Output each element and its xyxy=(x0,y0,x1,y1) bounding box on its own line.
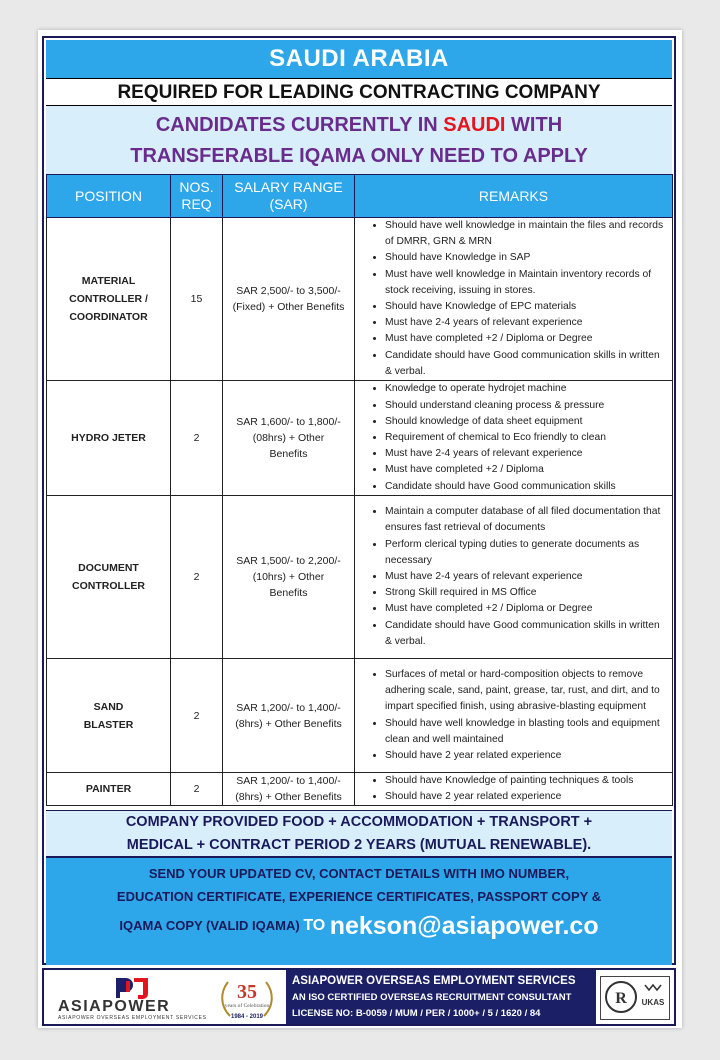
remarks-cell xyxy=(355,218,673,381)
table-row xyxy=(47,218,673,381)
benefits-line: COMPANY PROVIDED FOOD + ACCOMMODATION + TRANSPORT + xyxy=(125,814,593,830)
apply-instructions xyxy=(46,856,672,965)
position-cell: MATERIAL CONTROLLER / COORDINATOR xyxy=(47,218,171,381)
benefits-line: MEDICAL + CONTRACT PERIOD 2 YEARS (MUTUAL RENEWABLE). xyxy=(126,837,592,853)
logo-subtitle: ASIAPOWER OVERSEAS EMPLOYMENT SERVICES xyxy=(58,1015,207,1021)
notice-text: CANDIDATES CURRENTLY IN xyxy=(155,114,444,136)
years-range: 1984 - 2019 xyxy=(230,1014,264,1020)
laurel-icon xyxy=(216,974,278,1022)
list-item: • Must have 2-4 years of relevant experience xyxy=(385,569,668,585)
remarks-cell xyxy=(355,381,673,496)
agency-footer xyxy=(42,968,676,1026)
list-item: • Must have 2-4 years of relevant experience xyxy=(385,446,668,462)
apply-line: SEND YOUR UPDATED CV, CONTACT DETAILS WITH IMO NUMBER, xyxy=(148,866,570,881)
apply-line: IQAMA COPY (VALID IQAMA) xyxy=(119,918,304,933)
list-item: • Candidate should have Good communication skills in written & verbal. xyxy=(385,348,668,380)
logo-mark-icon xyxy=(112,974,154,1000)
position-cell: SAND BLASTER xyxy=(47,659,171,773)
asiapower-logo xyxy=(52,974,212,1022)
col-remarks-header: REMARKS xyxy=(355,175,673,218)
list-item: • Candidate should have Good communication skills in written & verbal. xyxy=(385,618,668,650)
col-salary-header: SALARY RANGE (SAR) xyxy=(223,175,355,218)
license-number: LICENSE NO: B-0059 / MUM / PER / 1000+ / 5 / 1620 / 84 xyxy=(292,1008,541,1019)
years-number: 35 xyxy=(237,981,257,1003)
nos-cell: 2 xyxy=(171,381,223,496)
list-item: • Should have well knowledge in blasting tools and equipment clean and well maintained xyxy=(385,716,668,748)
agency-name: ASIAPOWER OVERSEAS EMPLOYMENT SERVICES xyxy=(292,975,576,987)
requirement-subtitle: REQUIRED FOR LEADING CONTRACTING COMPANY xyxy=(46,78,672,106)
agency-tagline: AN ISO CERTIFIED OVERSEAS RECRUITMENT CONSULTANT xyxy=(292,992,572,1003)
list-item: • Should knowledge of data sheet equipment xyxy=(385,414,668,430)
cert-mark: R xyxy=(615,990,627,1007)
position-cell: PAINTER xyxy=(47,773,171,806)
notice-highlight: SAUDI xyxy=(443,114,506,136)
years-text: years of Celebration xyxy=(224,1003,270,1009)
list-item: • Must have 2-4 years of relevant experience xyxy=(385,315,668,331)
anniversary-badge xyxy=(216,974,278,1022)
salary-cell: SAR 1,500/- to 2,200/- (10hrs) + Other Benefits xyxy=(223,496,355,659)
nos-cell: 2 xyxy=(171,659,223,773)
salary-cell: SAR 1,600/- to 1,800/- (08hrs) + Other Benefits xyxy=(223,381,355,496)
iso-certification xyxy=(600,976,670,1020)
salary-cell: SAR 1,200/- to 1,400/- (8hrs) + Other Benefits xyxy=(223,773,355,806)
nos-cell: 15 xyxy=(171,218,223,381)
position-cell: HYDRO JETER xyxy=(47,381,171,496)
table-header-row xyxy=(47,175,673,218)
list-item: • Strong Skill required in MS Office xyxy=(385,585,668,601)
remarks-cell xyxy=(355,659,673,773)
apply-line: EDUCATION CERTIFICATE, EXPERIENCE CERTIFICATES, PASSPORT COPY & xyxy=(116,889,602,904)
salary-cell: SAR 1,200/- to 1,400/- (8hrs) + Other Benefits xyxy=(223,659,355,773)
list-item: • Should have 2 year related experience xyxy=(385,789,668,805)
list-item: • Perform clerical typing duties to generate documents as necessary xyxy=(385,537,668,569)
list-item: • Should have Knowledge in SAP xyxy=(385,250,668,266)
country-heading: SAUDI ARABIA xyxy=(46,40,672,78)
nos-cell: 2 xyxy=(171,773,223,806)
list-item: • Should have 2 year related experience xyxy=(385,748,668,764)
list-item: • Knowledge to operate hydrojet machine xyxy=(385,381,668,397)
table-row xyxy=(47,773,673,806)
salary-cell: SAR 2,500/- to 3,500/- (Fixed) + Other Benefits xyxy=(223,218,355,381)
position-cell: DOCUMENT CONTROLLER xyxy=(47,496,171,659)
list-item: • Should have well knowledge in maintain the files and records of DMRR, GRN & MRN xyxy=(385,218,668,250)
list-item: • Surfaces of metal or hard-composition objects to remove adhering scale, sand, paint, grease, tar, rust, and dirt, and to impart specified finish, using abrasive-blasting equipment xyxy=(385,667,668,716)
col-position-header: POSITION xyxy=(47,175,171,218)
table-row xyxy=(47,659,673,773)
certification-seal-icon xyxy=(601,977,669,1019)
job-poster xyxy=(38,30,682,1028)
cert-label: UKAS xyxy=(641,998,665,1007)
list-item: • Must have completed +2 / Diploma or Degree xyxy=(385,601,668,617)
table-row xyxy=(47,496,673,659)
apply-to-label: TO xyxy=(303,917,330,934)
list-item: • Must have completed +2 / Diploma or Degree xyxy=(385,331,668,347)
list-item: • Must have completed +2 / Diploma xyxy=(385,462,668,478)
remarks-cell xyxy=(355,496,673,659)
remarks-cell xyxy=(355,773,673,806)
notice-text: WITH xyxy=(505,114,563,136)
jobs-table xyxy=(46,174,673,806)
col-nos-header: NOS. REQ xyxy=(171,175,223,218)
list-item: • Maintain a computer database of all filed documentation that ensures fast retrieval of documents xyxy=(385,504,668,536)
list-item: • Candidate should have Good communication skills xyxy=(385,479,668,495)
benefits-banner xyxy=(46,810,672,856)
table-row xyxy=(47,381,673,496)
nos-cell: 2 xyxy=(171,496,223,659)
list-item: • Requirement of chemical to Eco friendly to clean xyxy=(385,430,668,446)
notice-text: TRANSFERABLE IQAMA ONLY NEED TO APPLY xyxy=(130,145,588,167)
agency-details xyxy=(286,970,596,1024)
logo-name: ASIAPOWER xyxy=(58,998,171,1015)
list-item: • Must have well knowledge in Maintain inventory records of stock receiving, issuing in stores. xyxy=(385,267,668,299)
candidate-notice xyxy=(46,106,672,174)
poster-frame xyxy=(42,36,676,965)
apply-email-link[interactable]: nekson@asiapower.co xyxy=(329,912,599,941)
list-item: • Should understand cleaning process & pressure xyxy=(385,398,668,414)
list-item: • Should have Knowledge of EPC materials xyxy=(385,299,668,315)
list-item: • Should have Knowledge of painting techniques & tools xyxy=(385,773,668,789)
